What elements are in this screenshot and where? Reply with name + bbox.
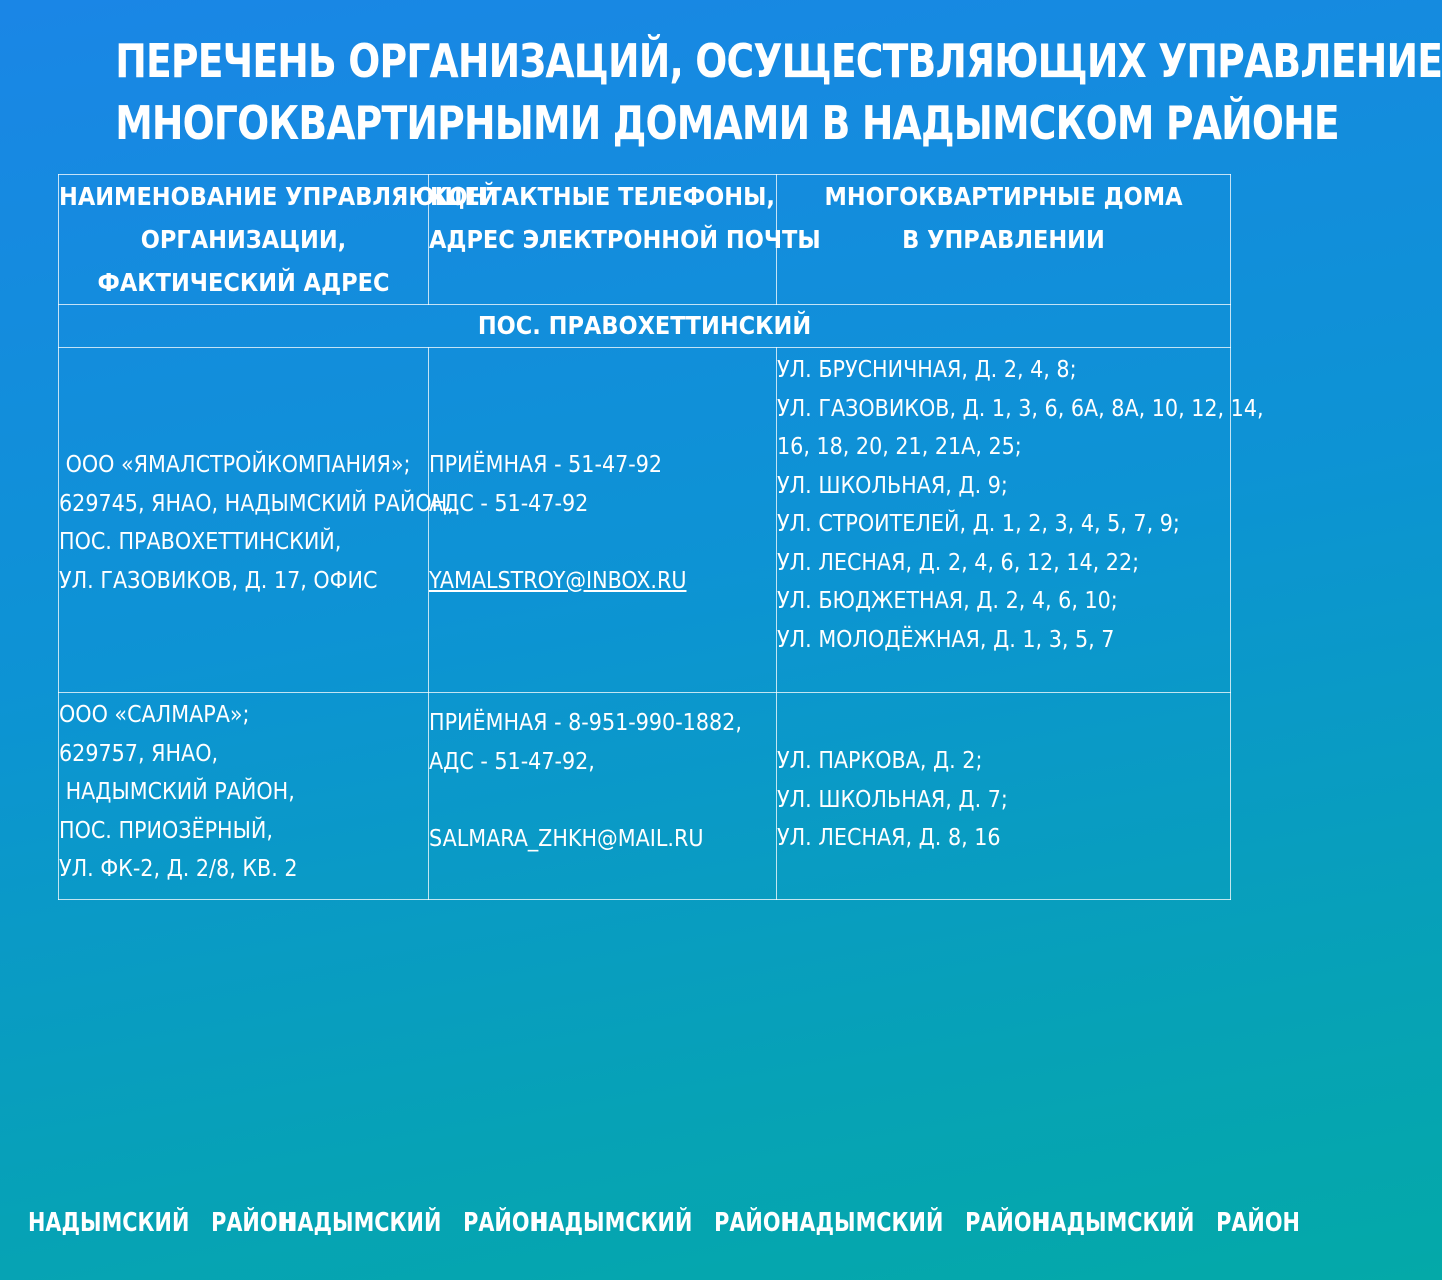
table-header-row: [59, 175, 1231, 305]
house-line: УЛ. МОЛОДЁЖНАЯ, Д. 1, 3, 5, 7: [777, 626, 1115, 653]
house-line: УЛ. ЛЕСНАЯ, Д. 2, 4, 6, 12, 14, 22;: [777, 549, 1140, 576]
header-organization-line: ОРГАНИЗАЦИИ,: [140, 225, 347, 254]
footer-item: НАДЫМСКИЙ РАЙОН: [1033, 1208, 1300, 1238]
footer-item: НАДЫМСКИЙ РАЙОН: [531, 1208, 798, 1238]
contacts-cell: [429, 693, 777, 900]
house-line: УЛ. СТРОИТЕЛЕЙ, Д. 1, 2, 3, 4, 5, 7, 9;: [777, 511, 1180, 537]
org-line: УЛ. ГАЗОВИКОВ, Д. 17, ОФИС: [59, 567, 378, 594]
settlement-name: ПОС. ПРАВОХЕТТИНСКИЙ: [59, 305, 1231, 348]
header-organization-line: ФАКТИЧЕСКИЙ АДРЕС: [97, 268, 390, 297]
org-line: ПОС. ПРАВОХЕТТИНСКИЙ,: [59, 529, 342, 555]
header-contacts-line: АДРЕС ЭЛЕКТРОННОЙ ПОЧТЫ: [429, 225, 821, 254]
org-cell: [59, 348, 454, 693]
table-row: [59, 693, 1231, 900]
house-line: УЛ. ГАЗОВИКОВ, Д. 1, 3, 6, 6А, 8А, 10, 12, 14,: [777, 395, 1264, 422]
house-line: УЛ. ЛЕСНАЯ, Д. 8, 16: [777, 825, 1001, 851]
footer-banner: [0, 1208, 1300, 1248]
email-line: [429, 562, 776, 601]
org-line: ООО «САЛМАРА»;: [59, 702, 250, 728]
phone-line: АДС - 51-47-92: [429, 490, 589, 517]
org-line: УЛ. ФК-2, Д. 2/8, КВ. 2: [59, 856, 298, 882]
spacer: [429, 781, 776, 820]
page-title: [115, 30, 1442, 154]
org-line: 629757, ЯНАО,: [59, 740, 219, 767]
contacts-cell: [429, 348, 777, 693]
header-houses-line: МНОГОКВАРТИРНЫЕ ДОМА: [824, 182, 1183, 211]
header-organization-line: НАИМЕНОВАНИЕ УПРАВЛЯЮЩЕЙ: [59, 182, 499, 211]
house-line: УЛ. БЮДЖЕТНАЯ, Д. 2, 4, 6, 10;: [777, 588, 1118, 614]
email-link[interactable]: YAMALSTROY@INBOX.RU: [429, 567, 687, 594]
page-title-line2: МНОГОКВАРТИРНЫМИ ДОМАМИ В НАДЫМСКОМ РАЙОНЕ: [115, 96, 1339, 150]
org-cell: [59, 693, 429, 900]
spacer: [429, 523, 776, 562]
house-line: УЛ. ШКОЛЬНАЯ, Д. 7;: [777, 786, 1008, 813]
house-line: УЛ. БРУСНИЧНАЯ, Д. 2, 4, 8;: [777, 357, 1077, 383]
org-line: ПОС. ПРИОЗЁРНЫЙ,: [59, 817, 273, 844]
settlement-row: [59, 305, 1231, 348]
footer-item: НАДЫМСКИЙ РАЙОН: [280, 1208, 547, 1238]
header-organization: [59, 175, 499, 305]
header-contacts: [429, 175, 821, 305]
phone-line: АДС - 51-47-92,: [429, 748, 595, 775]
house-line: 16, 18, 20, 21, 21А, 25;: [777, 434, 1022, 460]
organizations-table: [58, 174, 1264, 900]
header-houses-line: В УПРАВЛЕНИИ: [902, 225, 1105, 254]
org-line: НАДЫМСКИЙ РАЙОН,: [59, 779, 295, 805]
page-title-line1: ПЕРЕЧЕНЬ ОРГАНИЗАЦИЙ, ОСУЩЕСТВЛЯЮЩИХ УПРАВЛЕНИЕ: [115, 34, 1442, 88]
table-row: [59, 348, 1231, 693]
footer-item: НАДЫМСКИЙ РАЙОН: [28, 1208, 295, 1238]
email-line[interactable]: SALMARA_ZHKH@MAIL.RU: [429, 825, 704, 852]
house-line: УЛ. ПАРКОВА, Д. 2;: [777, 748, 983, 774]
house-line: УЛ. ШКОЛЬНАЯ, Д. 9;: [777, 472, 1008, 499]
header-contacts-line: КОНТАКТНЫЕ ТЕЛЕФОНЫ,: [430, 182, 775, 211]
header-houses: [777, 175, 1231, 305]
phone-line: ПРИЁМНАЯ - 8-951-990-1882,: [429, 710, 742, 736]
phone-line: ПРИЁМНАЯ - 51-47-92: [429, 452, 663, 478]
footer-item: НАДЫМСКИЙ РАЙОН: [782, 1208, 1049, 1238]
houses-cell: [777, 348, 1264, 693]
org-line: ООО «ЯМАЛСТРОЙКОМПАНИЯ»;: [59, 452, 411, 478]
org-line: 629745, ЯНАО, НАДЫМСКИЙ РАЙОН,: [59, 490, 454, 517]
houses-cell: [777, 693, 1231, 900]
